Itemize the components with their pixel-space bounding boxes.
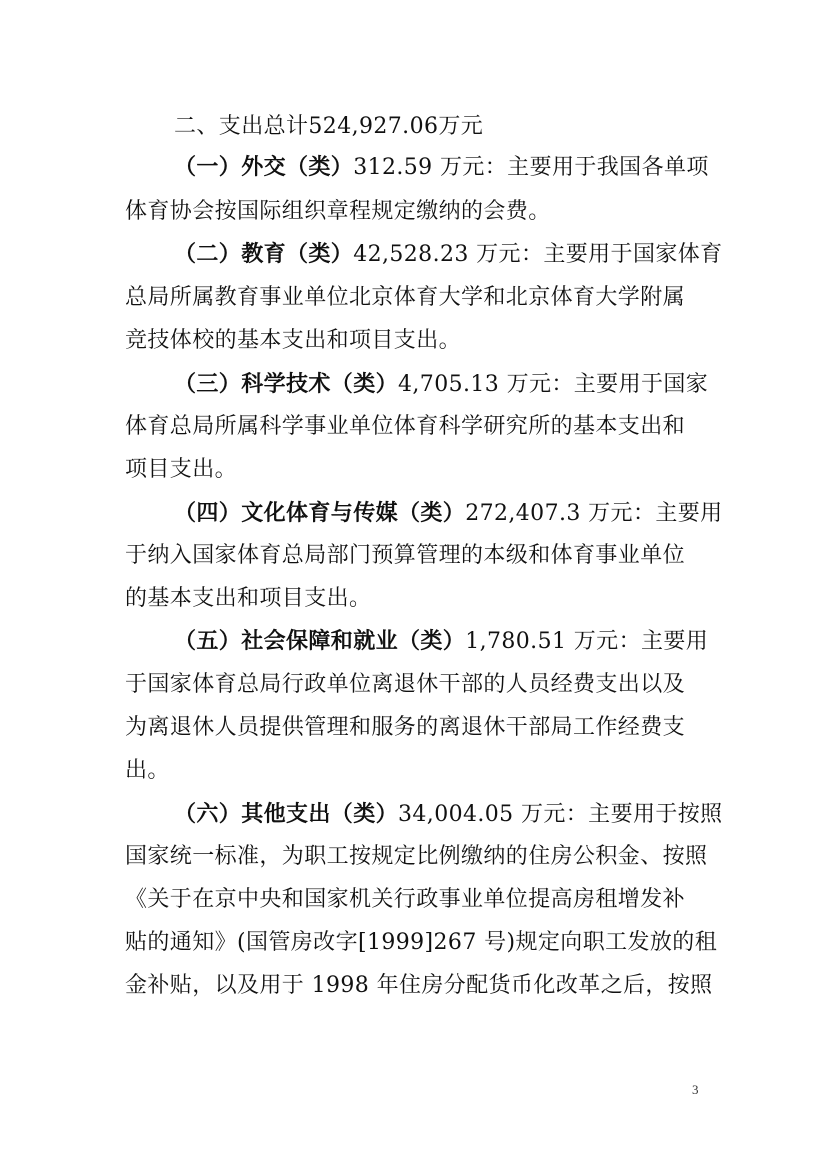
paragraph-6-line-2: 国家统一标准，为职工按规定比例缴纳的住房公积金、按照 (125, 844, 708, 869)
paragraph-2-label: （二）教育（类） (174, 241, 354, 267)
section-heading (174, 112, 483, 142)
paragraph-4-line-2: 于纳入国家体育总局部门预算管理的本级和体育事业单位 (125, 543, 686, 568)
paragraph-6-line-1 (174, 799, 723, 830)
paragraph-2-line-2: 总局所属教育事业单位北京体育大学和北京体育大学附属 (125, 285, 686, 310)
paragraph-4-label: （四）文化体育与传媒（类） (174, 500, 466, 526)
paragraph-5-line-3: 为离退休人员提供管理和服务的离退休干部局工作经费支 (125, 715, 686, 740)
paragraph-2-line-1 (174, 239, 723, 270)
paragraph-6-line-4: 贴的通知》(国管房改字[1999]267 号)规定向职工发放的租 (125, 930, 718, 955)
paragraph-2-line-3: 竞技体校的基本支出和项目支出。 (125, 328, 462, 353)
paragraph-6-lead: 34,004.05 万元：主要用于按照 (398, 802, 723, 827)
page-number: 3 (692, 1082, 699, 1097)
paragraph-5-lead: 1,780.51 万元：主要用 (465, 629, 709, 654)
paragraph-4-line-3: 的基本支出和项目支出。 (125, 586, 372, 611)
paragraph-3-line-3: 项目支出。 (125, 457, 238, 482)
paragraph-3-line-2: 体育总局所属科学事业单位体育科学研究所的基本支出和 (125, 414, 686, 439)
paragraph-6-line-3: 《关于在京中央和国家机关行政事业单位提高房租增发补 (125, 887, 686, 912)
paragraph-4-line-1 (174, 498, 723, 529)
paragraph-6-label: （六）其他支出（类） (174, 801, 399, 827)
paragraph-3-label: （三）科学技术（类） (174, 371, 399, 397)
paragraph-1-label: （一）外交（类） (174, 154, 354, 180)
paragraph-3-lead: 4,705.13 万元：主要用于国家 (398, 372, 709, 397)
paragraph-5-line-1 (174, 626, 708, 657)
paragraph-4-lead: 272,407.3 万元：主要用 (465, 501, 723, 526)
paragraph-5-line-2: 于国家体育总局行政单位离退休干部的人员经费支出以及 (125, 672, 686, 697)
paragraph-2-lead: 42,528.23 万元：主要用于国家体育 (353, 242, 723, 267)
paragraph-5-label: （五）社会保障和就业（类） (174, 628, 466, 654)
paragraph-1-line-2: 体育协会按国际组织章程规定缴纳的会费。 (125, 199, 551, 224)
heading-text: 二、支出总计524,927.06万元 (174, 114, 484, 139)
paragraph-6-line-5: 金补贴，以及用于 1998 年住房分配货币化改革之后，按照 (125, 973, 713, 998)
paragraph-5-line-4: 出。 (125, 758, 170, 783)
paragraph-1-lead: 312.59 万元：主要用于我国各单项 (353, 155, 709, 180)
paragraph-3-line-1 (174, 369, 708, 400)
paragraph-1-line-1 (174, 152, 709, 183)
